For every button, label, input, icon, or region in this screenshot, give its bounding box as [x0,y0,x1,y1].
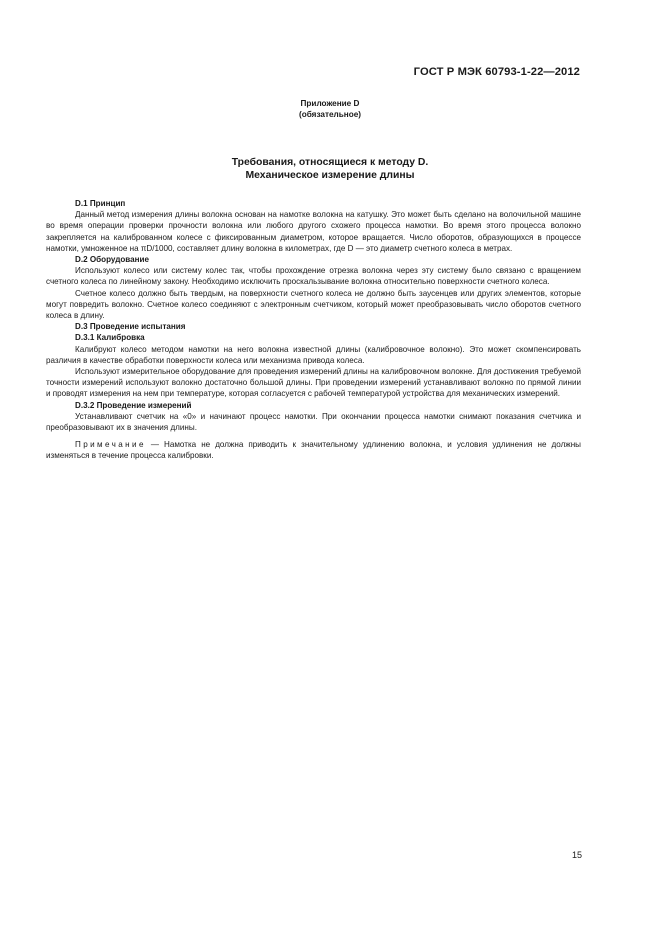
title-line-1: Требования, относящиеся к методу D. [231,157,429,168]
annex-label: Приложение D [300,99,360,108]
document-body [46,198,581,462]
section-heading-d31: D.3.1 Калибровка [75,333,145,343]
paragraph-d31-2: Используют измерительное оборудование для проведения измерений длины на калибровочном волокне. Для достижения требуемой точности измерений используют волокно достаточно большой длины. При проведении измерений устанавливают волокно по прямой линии и проводят измерения на нем при температуре, которая согласуется с рабочей температурой устройства для механических измерений. [46,367,581,399]
paragraph-d32-1: Устанавливают счетчик на «0» и начинают процесс намотки. При окончании процесса намотки снимают показания счетчика и преобразовывают их в значения длины. [46,411,581,433]
title-line-2: Механическое измерение длины [245,170,415,181]
paragraph-d1-1: Данный метод измерения длины волокна основан на намотке волокна на катушку. Это может быть сделано на волочильной машине во время операции проверки прочности волокна или любого другого схожего процесса намотки. Во время этого процесса волокно закрепляется на калиброванном колесе с фиксированным диаметром, которое вращается. Число оборотов, образующихся в процессе намотки, умноженное на πD/1000, составляет длину волокна в километрах, где D — это диаметр счетного колеса в метрах. [46,210,581,253]
page-title [150,156,510,182]
section-heading-d32: D.3.2 Проведение измерений [75,400,192,410]
note [46,439,581,461]
paragraph-d2-1: Используют колесо или систему колес так, чтобы прохождение отрезка волокна через эту систему было связано с вращением счетного колеса по линейному закону. Необходимо исключить проскальзывание волокна относительно поверхности счетного колеса. [46,266,581,287]
paragraph-d31-1: Калибруют колесо методом намотки на него волокна известной длины (калибровочное волокно). Это может скомпенсировать различия в качестве обработки поверхности колеса или механизма привода колеса. [46,344,581,365]
page-number: 15 [571,850,582,860]
note-label: Примечание [75,440,146,450]
standard-code: ГОСТ Р МЭК 60793-1-22—2012 [413,66,580,78]
section-heading-d1: D.1 Принцип [75,199,126,208]
annex-status: (обязательное) [299,110,361,119]
section-heading-d2: D.2 Оборудование [75,255,150,265]
note-text: — Намотка не должна приводить к значительному удлинению волокна, и условия удлинения не должны изменяться в течение процесса калибровки. [46,440,581,461]
paragraph-d2-2: Счетное колесо должно быть твердым, на поверхности счетного колеса не должно быть заусенцев или других элементов, которые могут повредить волокно. Счетное колесо соединяют с электронным счетчиком, который может преобразовывать число оборотов счетного колеса в длину. [46,288,581,321]
section-heading-d3: D.3 Проведение испытания [75,322,186,332]
